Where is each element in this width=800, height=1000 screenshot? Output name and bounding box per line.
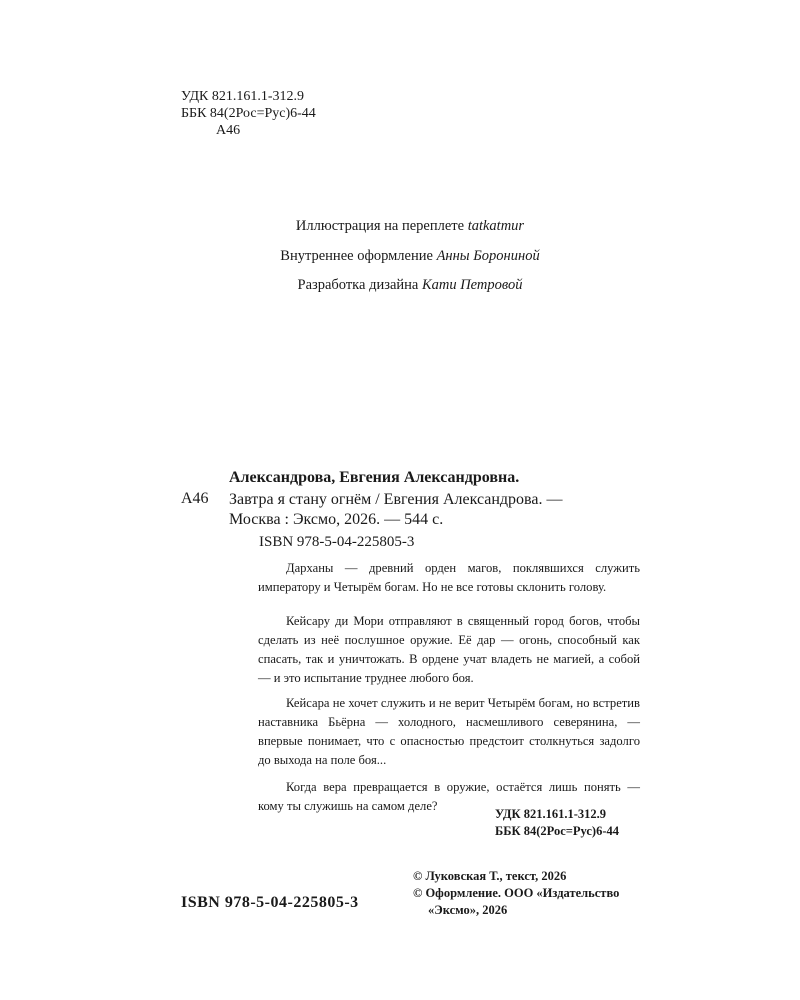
classification-block [181,88,316,139]
copyright-text: © Луковская Т., текст, 2026 [413,869,567,883]
copyright-design: © Оформление. ООО «Издательство [413,886,620,900]
footer-isbn: ISBN 978-5-04-225805-3 [181,894,359,911]
credit-illustration [0,218,800,235]
annotation-text: Дарханы — древний орден магов, поклявшихся служить императору и Четырём богам. Но не все готовы склонить голову. [258,561,640,594]
copyright-block [413,868,619,919]
credit-label: Иллюстрация на переплете [295,218,468,234]
footer-classification [495,806,619,840]
credit-label: Внутреннее оформление [280,248,437,264]
credit-person: tatkatmur [467,218,525,234]
annotation-text: Кейсару ди Мори отправляют в священный город богов, чтобы сделать из неё послушное оружие. Её дар — огонь, способный как спасать, так и уничтожать. В ордене учат владеть не магией, а собой — и это испытание труднее любого боя. [258,614,640,685]
annotation-paragraph [258,694,640,770]
record-title-block [229,490,563,530]
record-title-line: Завтра я стану огнём / Евгения Александрова. — [229,491,563,508]
footer-udk: УДК 821.161.1-312.9 [495,807,606,821]
record-imprint-line: Москва : Эксмо, 2026. — 544 с. [229,511,444,528]
annotation-text: Когда вера превращается в оружие, остаётся лишь понять — кому ты служишь на самом деле? [258,780,640,813]
credit-design [0,277,800,294]
credit-layout [0,248,800,265]
annotation-paragraph [258,612,640,688]
copyright-design-cont: «Эксмо», 2026 [428,903,508,917]
annotation-text: Кейсара не хочет служить и не верит Четырём богам, но встретив наставника Бьёрна — холодного, насмешливого северянина, — впервые понимает, что с опасностью предстоит столкнуться задолго до выхода на поле боя... [258,696,640,767]
author-sign: А46 [216,123,241,138]
credit-person: Кати Петровой [421,277,523,293]
annotation-paragraph [258,559,640,597]
credit-label: Разработка дизайна [297,277,422,293]
footer-bbk: ББК 84(2Рос=Рус)6-44 [495,824,619,838]
credit-person: Анны Борониной [436,248,540,264]
record-author-sign: А46 [181,490,209,507]
record-author: Александрова, Евгения Александровна. [229,469,520,486]
udk-code: УДК 821.161.1-312.9 [181,89,305,104]
record-isbn: ISBN 978-5-04-225805-3 [259,534,415,550]
bbk-code: ББК 84(2Рос=Рус)6-44 [181,106,316,121]
